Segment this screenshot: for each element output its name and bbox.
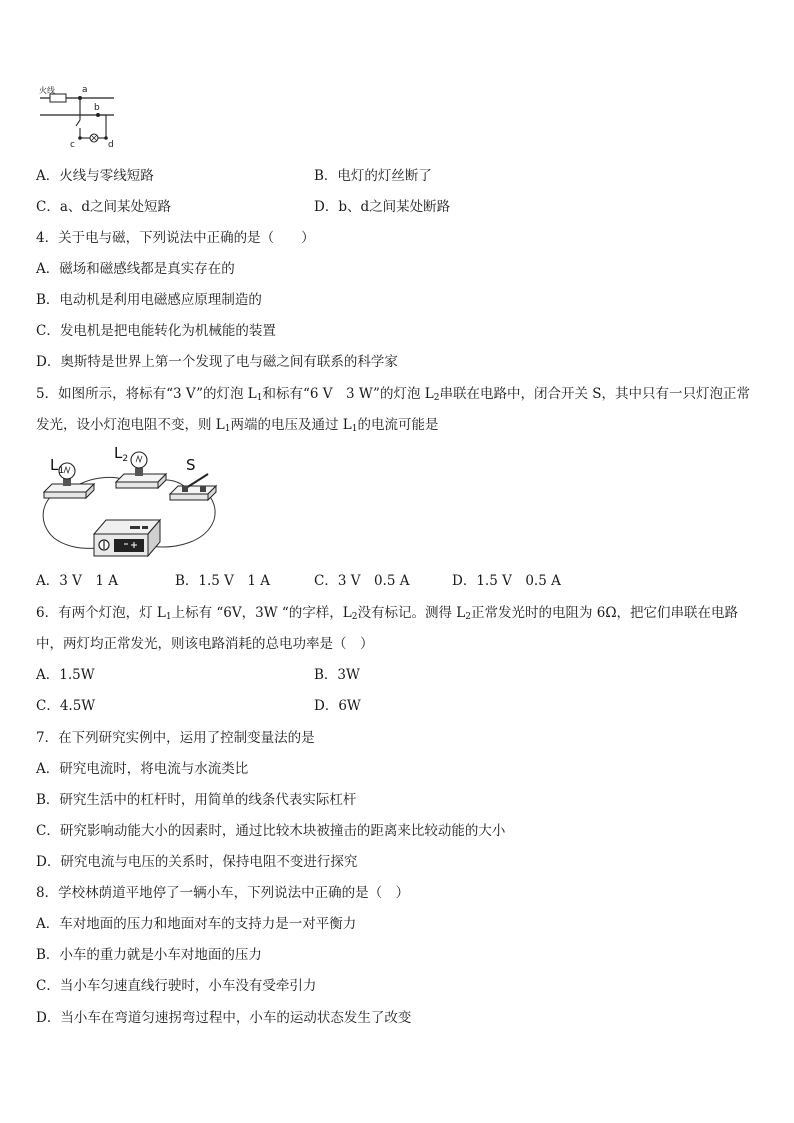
circuit-figure-1 — [38, 82, 120, 152]
label-d: d — [108, 140, 114, 150]
q8-stem: 8．学校林荫道平地停了一辆小车，下列说法中正确的是（ ） — [36, 885, 410, 901]
q6-option-a[interactable]: A．1.5W — [36, 667, 95, 683]
q3-option-c[interactable]: C．a、d之间某处短路 — [36, 199, 172, 215]
q8-option-b[interactable]: B．小车的重力就是小车对地面的压力 — [36, 947, 262, 963]
q5-option-a[interactable]: A．3 V 1 A — [36, 573, 119, 589]
q7-stem: 7．在下列研究实例中，运用了控制变量法的是 — [36, 730, 315, 746]
q6-option-b[interactable]: B．3W — [314, 667, 360, 683]
label-s: S — [186, 456, 196, 474]
q4-option-d[interactable]: D．奥斯特是世界上第一个发现了电与磁之间有联系的科学家 — [36, 354, 398, 370]
q4-stem: 4．关于电与磁，下列说法中正确的是（ ） — [36, 230, 315, 246]
q6-stem-line-2: 中，两灯均正常发光，则该电路消耗的总电功率是（ ） — [36, 636, 374, 652]
q4-option-a[interactable]: A．磁场和磁感线都是真实存在的 — [36, 261, 235, 277]
q5-option-b[interactable]: B．1.5 V 1 A — [175, 573, 271, 589]
power-panel — [114, 539, 144, 552]
q6-option-d[interactable]: D．6W — [314, 698, 361, 714]
live-wire-label: 火线 — [39, 86, 55, 95]
q3-option-d[interactable]: D．b、d之间某处断路 — [314, 199, 451, 215]
label-l2: $L_2$ — [114, 446, 129, 464]
q5-option-c[interactable]: C．3 V 0.5 A — [314, 573, 410, 589]
q5-stem-line-2: 发光，设小灯泡电阻不变，则 $L_1$两端的电压及通过 $L_1$的电流可能是 — [36, 417, 439, 434]
label-a: a — [82, 85, 88, 95]
q7-option-c[interactable]: C．研究影响动能大小的因素时，通过比较木块被撞击的距离来比较动能的大小 — [36, 823, 506, 839]
q5-option-d[interactable]: D．1.5 V 0.5 A — [452, 573, 561, 589]
lamp-l2-socket — [135, 468, 143, 476]
q3-option-b[interactable]: B．电灯的灯丝断了 — [314, 168, 432, 184]
q7-option-d[interactable]: D．研究电流与电压的关系时，保持电阻不变进行探究 — [36, 854, 358, 870]
q6-option-c[interactable]: C．4.5W — [36, 698, 96, 714]
q8-option-a[interactable]: A．车对地面的压力和地面对车的支持力是一对平衡力 — [36, 916, 357, 932]
q4-option-b[interactable]: B．电动机是利用电磁感应原理制造的 — [36, 292, 262, 308]
q8-option-d[interactable]: D．当小车在弯道匀速拐弯过程中，小车的运动状态发生了改变 — [36, 1010, 412, 1026]
fuse-icon — [50, 94, 66, 102]
q3-option-a[interactable]: A．火线与零线短路 — [36, 168, 154, 184]
q8-option-c[interactable]: C．当小车匀速直线行驶时，小车没有受牵引力 — [36, 978, 317, 994]
q5-stem-line-1: 5．如图所示，将标有“3 V”的灯泡 $L_1$和标有“6 V 3 W”的灯泡 $L_2$串联在电路中，闭合开关 S，其中只有一只灯泡正常 — [36, 386, 750, 403]
q4-option-c[interactable]: C．发电机是把电能转化为机械能的装置 — [36, 323, 276, 339]
label-b: b — [94, 103, 100, 113]
label-l1: $L_1$ — [50, 456, 65, 476]
circuit-figure-2 — [36, 446, 226, 558]
q7-option-b[interactable]: B．研究生活中的杠杆时，用简单的线条代表实际杠杆 — [36, 792, 357, 808]
q7-option-a[interactable]: A．研究电流时，将电流与水流类比 — [36, 761, 249, 777]
switch-icon — [76, 120, 80, 126]
q6-stem-line-1: 6．有两个灯泡，灯 $L_1$上标有 “6V，3W “的字样，$L_2$没有标记。测得 $L_2$正常发光时的电阻为 6Ω，把它们串联在电路 — [36, 605, 739, 622]
label-c: c — [70, 140, 75, 150]
